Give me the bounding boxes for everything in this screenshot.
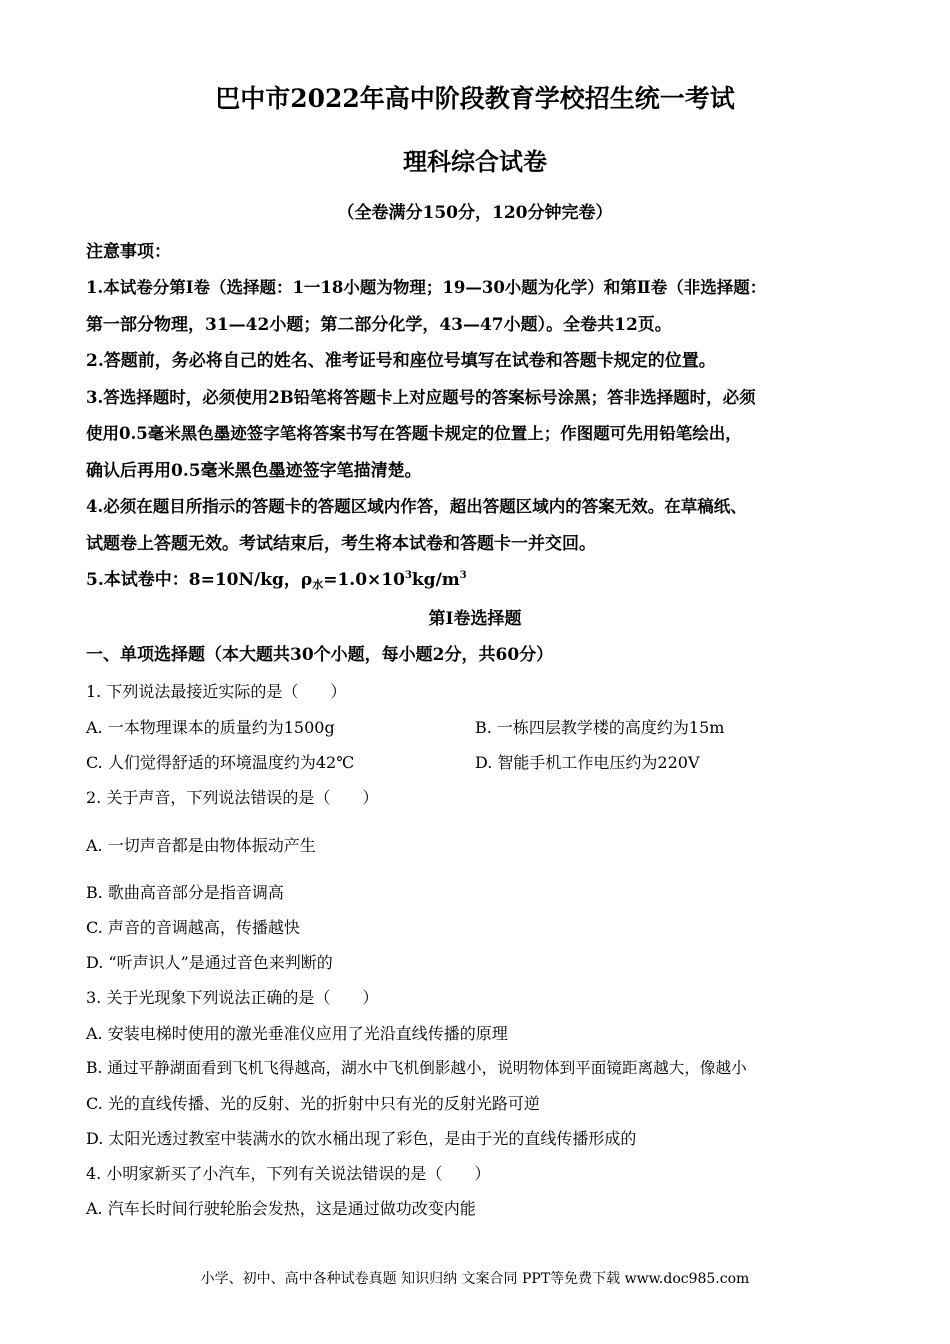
notes-line-9-suffix: kg/m	[411, 570, 460, 590]
notes-line-1: 1.本试卷分第Ⅰ卷（选择题：1一18小题为物理；19—30小题为化学）和第Ⅱ卷（非选择题：	[86, 278, 767, 297]
notes-line-9-superscript: 3	[404, 570, 412, 581]
exam-subtitle: 理科综合试卷	[403, 147, 547, 176]
page-footer: 小学、初中、高中各种试卷真题 知识归纳 文案合同 PPT等免费下载 www.doc985.com	[200, 1271, 750, 1287]
question-1-stem: 1. 下列说法最接近实际的是（ ）	[86, 682, 347, 701]
question-2-option-d: D. “听声识人”是通过音色来判断的	[86, 953, 333, 972]
question-2-option-a: A. 一切声音都是由物体振动产生	[86, 836, 316, 855]
notes-line-9-subscript: 水	[312, 578, 324, 591]
question-3-option-d: D. 太阳光透过教室中装满水的饮水桶出现了彩色，是由于光的直线传播形成的	[86, 1129, 637, 1148]
notes-line-6: 确认后再用0.5毫米黑色墨迹签字笔描清楚。	[86, 461, 422, 481]
exam-title: 巴中市2022年高中阶段教育学校招生统一考试	[215, 84, 735, 113]
question-3-stem: 3. 关于光现象下列说法正确的是（ ）	[86, 988, 379, 1007]
notes-line-5: 使用0.5毫米黑色墨迹签字笔将答案书写在答题卡规定的位置上；作图题可先用铅笔绘出，	[86, 424, 742, 443]
notes-line-3: 2.答题前，务必将自己的姓名、准考证号和座位号填写在试卷和答题卡规定的位置。	[86, 351, 716, 371]
notes-line-8: 试题卷上答题无效。考试结束后，考生将本试卷和答题卡一并交回。	[86, 534, 596, 554]
question-3-option-b: B. 通过平静湖面看到飞机飞得越高，湖水中飞机倒影越小，说明物体到平面镜距离越大，像越小	[86, 1059, 747, 1077]
notes-heading: 注意事项：	[86, 242, 171, 262]
question-1-option-b: B. 一栋四层教学楼的高度约为15m	[475, 718, 725, 737]
question-2-stem: 2. 关于声音，下列说法错误的是（ ）	[86, 788, 379, 807]
question-2-option-c: C. 声音的音调越高，传播越快	[86, 918, 300, 937]
notes-line-9-mid: =1.0×10	[323, 570, 405, 590]
question-2-option-b: B. 歌曲高音部分是指音调高	[86, 883, 284, 902]
notes-line-9-superscript-2: 3	[459, 570, 467, 581]
part-title: 第Ⅰ卷选择题	[428, 609, 522, 629]
question-4-option-a: A. 汽车长时间行驶轮胎会发热，这是通过做功改变内能	[86, 1199, 476, 1218]
question-1-option-a: A. 一本物理课本的质量约为1500g	[86, 718, 335, 737]
question-1-option-c: C. 人们觉得舒适的环境温度约为42℃	[86, 753, 355, 772]
score-info: （全卷满分150分，120分钟完卷）	[337, 203, 613, 223]
question-3-option-a: A. 安装电梯时使用的激光垂准仪应用了光沿直线传播的原理	[86, 1024, 508, 1043]
section-heading: 一、单项选择题（本大题共30个小题，每小题2分，共60分）	[86, 645, 554, 665]
notes-line-4: 3.答选择题时，必须使用2B铅笔将答题卡上对应题号的答案标号涂黑；答非选择题时，必须	[86, 388, 756, 407]
notes-line-2: 第一部分物理，31—42小题；第二部分化学，43—47小题）。全卷共12页。	[86, 315, 672, 335]
question-3-option-c: C. 光的直线传播、光的反射、光的折射中只有光的反射光路可逆	[86, 1094, 540, 1113]
notes-line-7: 4.必须在题目所指示的答题卡的答题区域内作答，超出答题区域内的答案无效。在草稿纸、	[86, 497, 747, 516]
notes-line-9	[86, 572, 467, 589]
question-1-option-d: D. 智能手机工作电压约为220V	[475, 753, 700, 772]
notes-line-9-prefix: 5.本试卷中：8=10N/kg，ρ	[86, 570, 313, 590]
question-4-stem: 4. 小明家新买了小汽车，下列有关说法错误的是（ ）	[86, 1164, 491, 1183]
